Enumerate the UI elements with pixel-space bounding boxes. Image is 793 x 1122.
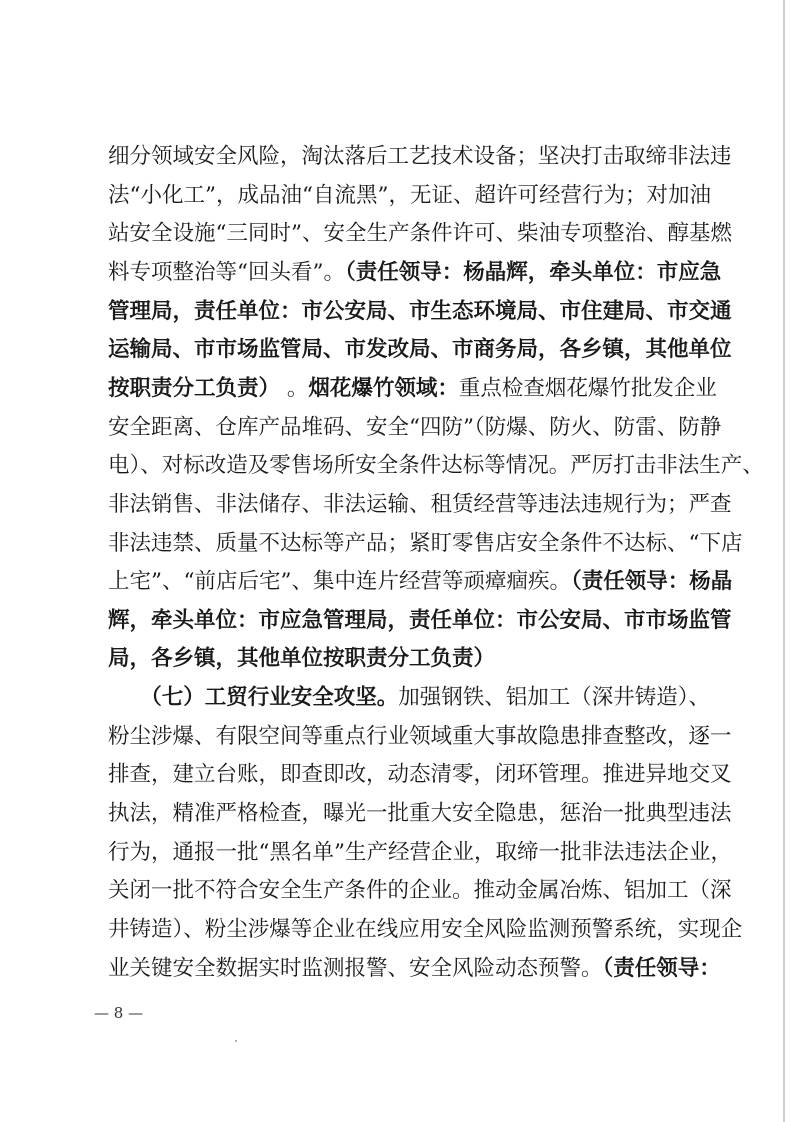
text-line <box>108 524 743 564</box>
bold-text-run: 辉，牵头单位：市应急管理局，责任单位：市公安局、市市场监管 <box>108 607 732 633</box>
text-line <box>108 949 721 989</box>
text-run: 上宅”、“前店后宅”、集中连片经营等顽瘴痼疾。 <box>108 569 571 595</box>
text-line <box>108 833 732 873</box>
text-run: 加强钢铁、铝加工（深井铸造）、 <box>398 685 711 711</box>
bold-text-run: 局，各乡镇，其他单位按职责分工负责） <box>108 646 496 672</box>
text-line <box>108 639 688 679</box>
text-run: 关闭一批不符合安全生产条件的企业。推动金属冶炼、铝加工（深 <box>108 878 732 904</box>
bold-text-run: 运输局、市市场监管局、市发改局、市商务局，各乡镇，其他单位 <box>108 337 732 363</box>
text-line <box>108 253 722 293</box>
text-run: 站安全设施“三同时”、安全生产条件许可、柴油专项整治、醇基燃 <box>108 221 732 247</box>
bold-text-run: （责任领导：杨晶辉，牵头单位：市应急 <box>344 259 722 285</box>
text-line <box>108 601 732 641</box>
bold-text-run: （七）工贸行业安全攻坚。 <box>151 685 399 711</box>
text-line <box>108 369 717 409</box>
scan-speck <box>235 1040 237 1042</box>
text-line <box>108 408 722 448</box>
text-run: 安全距离、仓库产品堆码、安全“四防”（防爆、防火、防雷、防静 <box>108 414 722 440</box>
page-number: — 8 — <box>94 1004 144 1022</box>
text-run: 井铸造）、粉尘涉爆等企业在线应用安全风险监测预警系统，实现企 <box>108 917 743 942</box>
text-line <box>108 794 732 834</box>
text-run: 粉尘涉爆、有限空间等重点行业领域重大事故隐患排查整改，逐一 <box>108 723 732 749</box>
text-run <box>108 685 151 710</box>
page-edge <box>783 0 785 1122</box>
text-line <box>108 871 732 911</box>
text-line <box>108 214 732 254</box>
text-line <box>108 292 732 332</box>
text-line <box>108 176 711 216</box>
text-line <box>108 755 732 795</box>
text-line <box>108 485 732 525</box>
text-run: 法“小化工”，成品油“自流黑”，无证、超许可经营行为；对加油 <box>108 182 711 208</box>
text-run: 料专项整治等“回头看”。 <box>108 259 345 285</box>
bold-text-run: 按职责分工负责） <box>108 375 281 401</box>
bold-text-run: 烟花爆竹领域： <box>308 375 459 401</box>
text-run: 非法违禁、质量不达标等产品；紧盯零售店安全条件不达标、“下店 <box>108 530 743 556</box>
text-line <box>108 137 732 177</box>
text-run: 细分领域安全风险，淘汰落后工艺技术设备；坚决打击取缔非法违 <box>108 144 732 169</box>
text-run: 排查，建立台账，即查即改，动态清零，闭环管理。推进异地交叉 <box>108 762 732 788</box>
text-run: 执法，精准严格检查，曝光一批重大安全隐患，惩治一批典型违法 <box>108 801 732 827</box>
text-run: 。 <box>280 375 309 401</box>
bold-text-run: 管理局，责任单位：市公安局、市生态环境局、市住建局、市交通 <box>108 298 732 324</box>
text-line <box>108 446 764 486</box>
bold-text-run: （责任领导：杨晶 <box>570 569 733 595</box>
text-line <box>108 330 732 370</box>
text-run: 行为，通报一批“黑名单”生产经营企业，取缔一批非法违法企业， <box>108 839 732 865</box>
text-run: 电）、对标改造及零售场所安全条件达标等情况。严厉打击非法生产、 <box>108 453 764 479</box>
text-line <box>108 678 711 718</box>
text-line <box>108 717 732 757</box>
text-line <box>108 562 733 602</box>
text-run: 非法销售、非法储存、非法运输、租赁经营等违法违规行为；严查 <box>108 491 732 517</box>
bold-text-run: （责任领导： <box>602 955 721 981</box>
text-run: 业关键安全数据实时监测报警、安全风险动态预警。 <box>108 955 603 981</box>
text-line <box>108 910 743 950</box>
text-run: 重点检查烟花爆竹批发企业 <box>458 375 717 401</box>
